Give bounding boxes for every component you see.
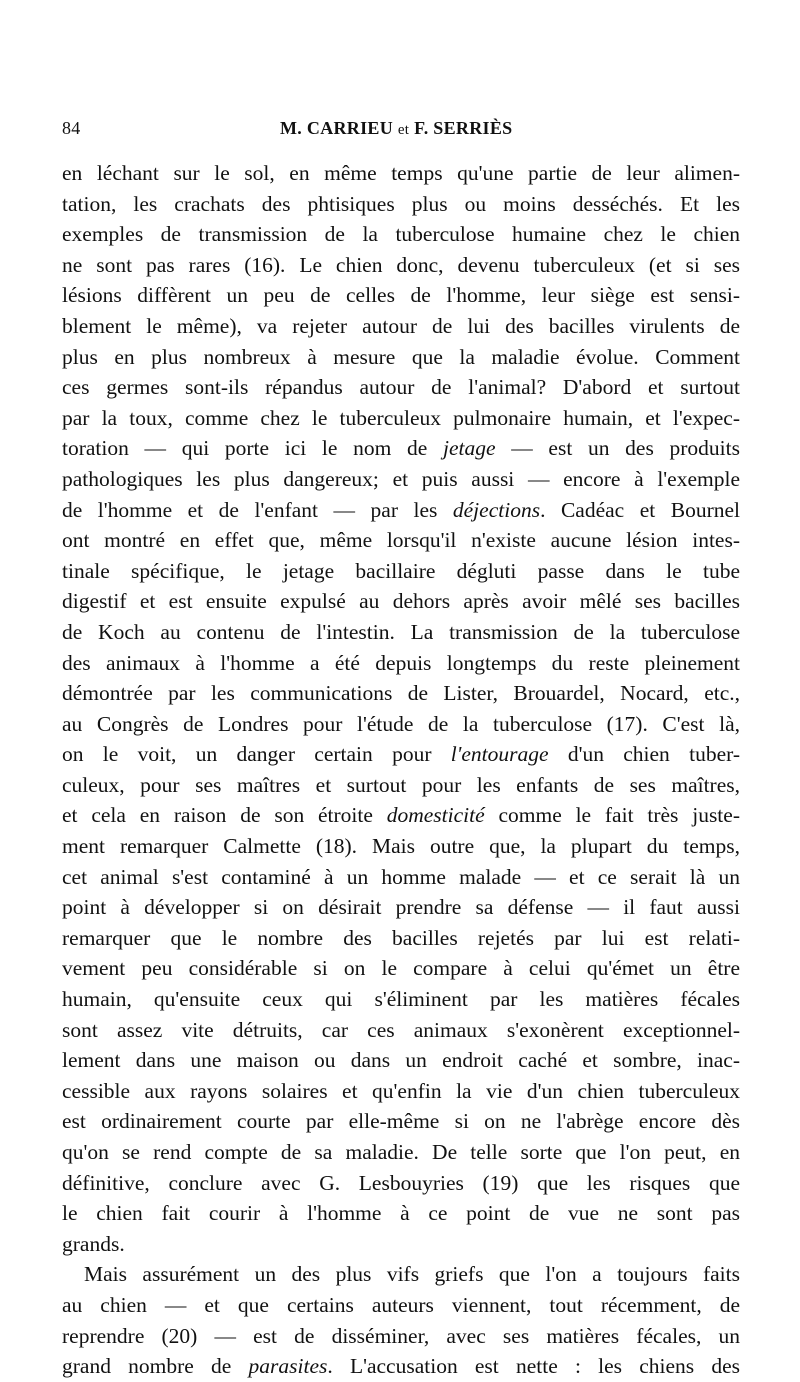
line-segment: qu'on se rend compte de sa maladie. De telle sorte que l'on peut, en bbox=[62, 1140, 740, 1164]
text-line bbox=[62, 1290, 740, 1321]
line-segment: vement peu considérable si on le compare à celui qu'émet un être bbox=[62, 956, 740, 981]
text-line bbox=[62, 862, 740, 893]
line-segment: sont assez vite détruits, car ces animaux s'exonèrent exceptionnel- bbox=[62, 1017, 740, 1042]
text-line bbox=[62, 1198, 740, 1229]
italic-term: jetage bbox=[443, 436, 496, 461]
line-segment: cessible aux rayons solaires et qu'enfin la vie d'un chien tuberculeux bbox=[62, 1078, 740, 1103]
text-line bbox=[62, 586, 740, 617]
line-segment: . Cadéac et Bournel bbox=[540, 497, 740, 522]
line-segment: remarquer que le nombre des bacilles rejetés par lui est relati- bbox=[62, 925, 740, 950]
line-segment: en léchant sur le sol, en même temps qu'une partie de leur alimen- bbox=[62, 161, 740, 185]
text-line bbox=[62, 1076, 740, 1107]
text-line bbox=[62, 1321, 740, 1352]
line-segment: et cela en raison de son étroite bbox=[62, 803, 387, 828]
author-carrieu: M. CARRIEU bbox=[280, 118, 393, 138]
line-segment: humain, qu'ensuite ceux qui s'éliminent par les matières fécales bbox=[62, 987, 740, 1012]
line-segment: lement dans une maison ou dans un endroit caché et sombre, inac- bbox=[62, 1048, 740, 1073]
line-segment: exemples de transmission de la tuberculose humaine chez le chien bbox=[62, 222, 740, 247]
line-segment: ont montré en effet que, même lorsqu'il n'existe aucune lésion intes- bbox=[62, 528, 740, 553]
italic-term: domesticité bbox=[386, 803, 485, 828]
text-line bbox=[62, 1351, 740, 1382]
text-line bbox=[62, 311, 740, 342]
running-head bbox=[62, 112, 740, 144]
line-segment: est ordinairement courte par elle-même si on ne l'abrège encore dès bbox=[62, 1109, 740, 1134]
text-line bbox=[62, 495, 740, 526]
text-line bbox=[62, 403, 740, 434]
text-line bbox=[62, 1045, 740, 1076]
text-line bbox=[62, 158, 740, 189]
line-segment: cet animal s'est contaminé à un homme malade — et ce serait là un bbox=[62, 864, 740, 889]
text-line bbox=[62, 189, 740, 220]
text-line bbox=[62, 1229, 740, 1260]
text-line bbox=[62, 280, 740, 311]
line-segment: des animaux à l'homme a été depuis longtemps du reste pleinement bbox=[62, 650, 740, 675]
text-line bbox=[62, 1137, 740, 1168]
text-line bbox=[62, 433, 740, 464]
text-line bbox=[62, 617, 740, 648]
line-segment: de Koch au contenu de l'intestin. La transmission de la tuberculose bbox=[62, 619, 740, 644]
text-line bbox=[62, 1106, 740, 1137]
line-segment: ces germes sont-ils répandus autour de l'animal? D'abord et surtout bbox=[62, 375, 740, 400]
line-segment: lésions diffèrent un peu de celles de l'homme, leur siège est sensi- bbox=[62, 283, 740, 308]
text-line bbox=[62, 739, 740, 770]
text-line bbox=[62, 648, 740, 679]
line-segment: de l'homme et de l'enfant — par les bbox=[62, 497, 453, 522]
text-line bbox=[62, 709, 740, 740]
line-segment: le chien fait courir à l'homme à ce point de vue ne sont pas bbox=[62, 1201, 740, 1226]
author-serries: F. SERRIÈS bbox=[414, 118, 513, 138]
line-segment: pathologiques les plus dangereux; et puis aussi — encore à l'exemple bbox=[62, 466, 740, 491]
line-segment: Mais assurément un des plus vifs griefs que l'on a toujours faits bbox=[84, 1262, 740, 1287]
text-line bbox=[62, 1168, 740, 1199]
line-segment: tinale spécifique, le jetage bacillaire dégluti passe dans le tube bbox=[62, 558, 740, 583]
line-segment: d'un chien tuber- bbox=[548, 742, 740, 767]
line-segment: au chien — et que certains auteurs viennent, tout récemment, de bbox=[62, 1292, 740, 1317]
line-segment: blement le même), va rejeter autour de lui des bacilles virulents de bbox=[62, 313, 740, 338]
line-segment: ment remarquer Calmette (18). Mais outre que, la plupart du temps, bbox=[62, 834, 740, 859]
text-line bbox=[62, 984, 740, 1015]
text-line bbox=[62, 219, 740, 250]
text-line bbox=[62, 556, 740, 587]
line-segment: digestif et est ensuite expulsé au dehors après avoir mêlé ses bacilles bbox=[62, 589, 740, 614]
book-page bbox=[62, 112, 740, 1382]
line-segment: par la toux, comme chez le tuberculeux pulmonaire humain, et l'expec- bbox=[62, 405, 740, 430]
line-segment: on le voit, un danger certain pour bbox=[62, 742, 451, 767]
text-line bbox=[62, 464, 740, 495]
text-line bbox=[62, 372, 740, 403]
text-line bbox=[62, 1015, 740, 1046]
line-segment: — est un des produits bbox=[495, 436, 740, 461]
line-segment: plus en plus nombreux à mesure que la maladie évolue. Comment bbox=[62, 344, 740, 369]
line-segment: culeux, pour ses maîtres et surtout pour les enfants de ses maîtres, bbox=[62, 772, 740, 797]
line-segment: . L'accusation est nette : les chiens des bbox=[327, 1354, 740, 1379]
line-segment: grand nombre de bbox=[62, 1354, 249, 1379]
line-segment: ne sont pas rares (16). Le chien donc, devenu tuberculeux (et si ses bbox=[62, 252, 740, 277]
line-segment: démontrée par les communications de Lister, Brouardel, Nocard, etc., bbox=[62, 681, 740, 706]
text-line bbox=[62, 953, 740, 984]
page-number: 84 bbox=[62, 118, 81, 138]
line-segment: au Congrès de Londres pour l'étude de la tuberculose (17). C'est là, bbox=[62, 711, 740, 736]
line-segment: définitive, conclure avec G. Lesbouyries (19) que les risques que bbox=[62, 1170, 740, 1195]
author-conjunction: et bbox=[397, 122, 410, 138]
line-segment: point à développer si on désirait prendre sa défense — il faut aussi bbox=[62, 895, 740, 920]
line-segment: toration — qui porte ici le nom de bbox=[62, 436, 444, 461]
text-line bbox=[62, 525, 740, 556]
italic-term: déjections bbox=[452, 497, 541, 522]
line-segment: reprendre (20) — est de disséminer, avec ses matières fécales, un bbox=[62, 1323, 740, 1348]
italic-term: parasites bbox=[248, 1354, 328, 1379]
text-line bbox=[62, 1259, 740, 1290]
line-segment: comme le fait très juste- bbox=[484, 803, 740, 828]
text-line bbox=[62, 250, 740, 281]
text-line bbox=[62, 678, 740, 709]
line-segment: grands. bbox=[62, 1231, 125, 1256]
line-segment: tation, les crachats des phtisiques plus ou moins desséchés. Et les bbox=[62, 191, 740, 216]
text-line bbox=[62, 800, 740, 831]
running-title bbox=[280, 118, 512, 139]
text-line bbox=[62, 923, 740, 954]
italic-term: l'entourage bbox=[450, 742, 549, 767]
body-text bbox=[62, 158, 740, 1382]
text-line bbox=[62, 831, 740, 862]
text-line bbox=[62, 892, 740, 923]
text-line bbox=[62, 770, 740, 801]
text-line bbox=[62, 342, 740, 373]
